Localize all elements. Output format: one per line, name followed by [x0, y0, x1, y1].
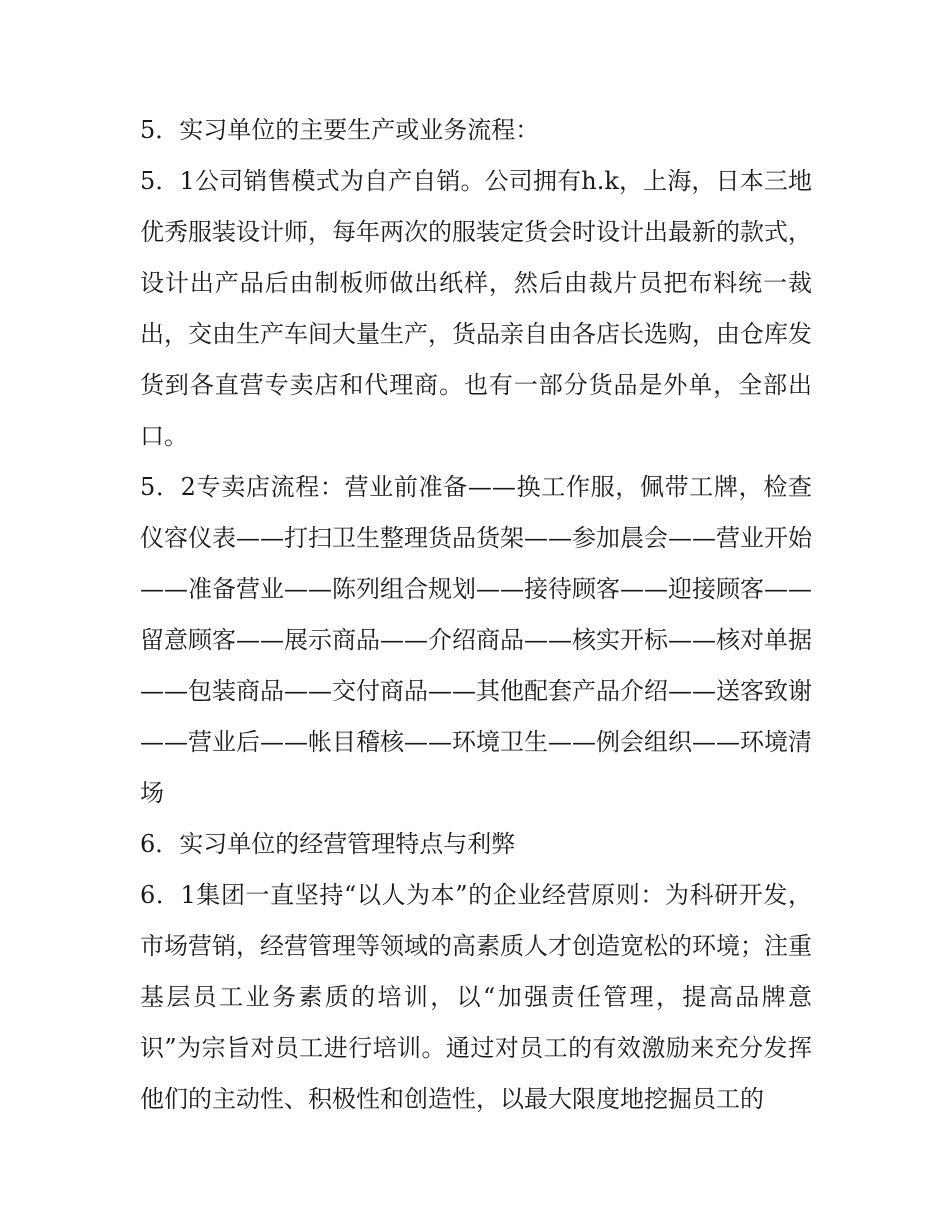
paragraph-6-1-management: 6．1集团一直坚持“以人为本”的企业经营原则：为科研开发，市场营销，经营管理等领域的高素质人才创造宽松的环境；注重基层员工业务素质的培训，以“加强责任管理，提高品牌意识”为宗旨对员工进行培训。通过对员工的有效激励来充分发挥他们的主动性、积极性和创造性，以最大限度地挖掘员工的 [140, 881, 812, 1113]
document-body [140, 105, 812, 1125]
heading-section-6: 6．实习单位的经营管理特点与利弊 [140, 830, 516, 858]
paragraph-5-1-sales-model: 5．1公司销售模式为自产自销。公司拥有h.k，上海，日本三地优秀服装设计师，每年两次的服装定货会时设计出最新的款式，设计出产品后由制板师做出纸样，然后由裁片员把布料统一裁出，交由生产车间大量生产，货品亲自由各店长选购，由仓库发货到各直营专卖店和代理商。也有一部分货品是外单，全部出口。 [140, 167, 812, 450]
paragraph-5-2-store-process: 5．2专卖店流程：营业前准备——换工作服，佩带工牌，检查仪容仪表——打扫卫生整理货品货架——参加晨会——营业开始——准备营业——陈列组合规划——接待顾客——迎接顾客——留意顾客——展示商品——介绍商品——核实开标——核对单据——包装商品——交付商品——其他配套产品介绍——送客致谢——营业后——帐目稽核——环境卫生——例会组织——环境清场 [140, 473, 812, 807]
heading-section-5: 5．实习单位的主要生产或业务流程： [140, 116, 540, 144]
